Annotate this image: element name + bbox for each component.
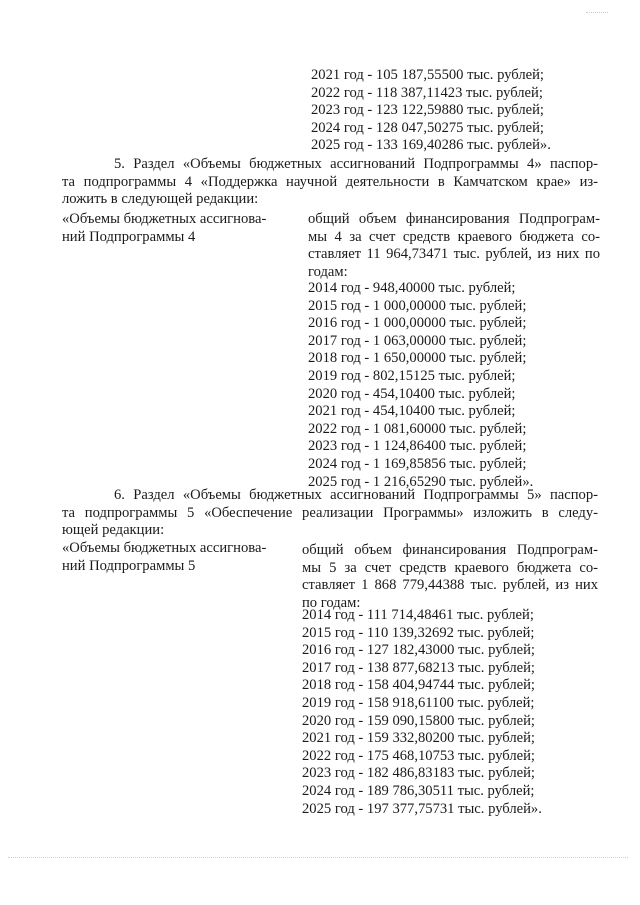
year-line: 2021 год - 454,10400 тыс. рублей;: [308, 403, 516, 420]
year-line: 2018 год - 1 650,00000 тыс. рублей;: [308, 350, 527, 367]
top-year-list: [311, 67, 551, 155]
summary-line: общий объем финансирования Подпрограм-: [308, 211, 600, 227]
year-line: 2025 год - 133 169,40286 тыс. рублей».: [311, 137, 551, 154]
summary-line: мы 5 за счет средств краевого бюджета со-: [302, 559, 598, 576]
year-line: 2017 год - 1 063,00000 тыс. рублей;: [308, 332, 527, 349]
year-line: 2022 год - 118 387,11423 тыс. рублей;: [311, 84, 543, 101]
year-line: 2022 год - 1 081,60000 тыс. рублей;: [308, 420, 527, 437]
scan-artifact-top: [586, 12, 608, 14]
year-line: 2021 год - 105 187,55500 тыс. рублей;: [311, 67, 544, 83]
year-line: 2020 год - 159 090,15800 тыс. рублей;: [302, 712, 535, 729]
summary-line: мы 4 за счет средств краевого бюджета со-: [308, 228, 600, 245]
section-6-label: [62, 540, 266, 575]
year-line: 2024 год - 128 047,50275 тыс. рублей;: [311, 119, 544, 136]
year-line: 2014 год - 111 714,48461 тыс. рублей;: [302, 607, 534, 623]
year-line: 2025 год - 1 216,65290 тыс. рублей».: [308, 473, 534, 490]
year-line: 2024 год - 189 786,30511 тыс. рублей;: [302, 782, 535, 799]
summary-line: ставляет 1 868 779,44388 тыс. рублей, из них: [302, 577, 598, 594]
year-line: 2024 год - 1 169,85856 тыс. рублей;: [308, 455, 527, 472]
year-line: 2018 год - 158 404,94744 тыс. рублей;: [302, 677, 535, 694]
paragraph-line: 5. Раздел «Объемы бюджетных ассигнований Подпрограммы 4» паспор-: [114, 156, 598, 172]
summary-line: общий объем финансирования Подпрограм-: [302, 542, 598, 558]
year-line: 2017 год - 138 877,68213 тыс. рублей;: [302, 659, 535, 676]
summary-line: по годам:: [302, 594, 361, 611]
year-line: 2020 год - 454,10400 тыс. рублей;: [308, 385, 516, 402]
label-line: ний Подпрограммы 5: [62, 557, 196, 574]
section-6-year-list: [302, 607, 542, 818]
paragraph-line: та подпрограммы 5 «Обеспечение реализации Программы» изложить в следу-: [62, 504, 598, 521]
section-5-year-list: [308, 280, 533, 491]
year-line: 2019 год - 158 918,61100 тыс. рублей;: [302, 694, 535, 711]
section-5-label: [62, 211, 266, 246]
year-line: 2021 год - 159 332,80200 тыс. рублей;: [302, 730, 535, 747]
year-line: 2019 год - 802,15125 тыс. рублей;: [308, 367, 516, 384]
year-line: 2023 год - 1 124,86400 тыс. рублей;: [308, 438, 527, 455]
year-line: 2023 год - 182 486,83183 тыс. рублей;: [302, 765, 535, 782]
paragraph-line: та подпрограммы 4 «Поддержка научной деятельности в Камчатском крае» из-: [62, 173, 598, 190]
summary-line: годам:: [308, 263, 348, 280]
summary-line: ставляет 11 964,73471 тыс. рублей, из них по: [308, 246, 600, 263]
section-5-paragraph: [62, 156, 598, 209]
section-6-paragraph: [62, 487, 598, 540]
label-line: «Объемы бюджетных ассигнова-: [62, 211, 267, 227]
section-5-summary: [308, 211, 600, 281]
label-line: ний Подпрограммы 4: [62, 228, 196, 245]
year-line: 2025 год - 197 377,75731 тыс. рублей».: [302, 800, 542, 817]
year-line: 2014 год - 948,40000 тыс. рублей;: [308, 280, 516, 296]
paragraph-line: 6. Раздел «Объемы бюджетных ассигнований Подпрограммы 5» паспор-: [114, 487, 598, 503]
year-line: 2015 год - 1 000,00000 тыс. рублей;: [308, 297, 527, 314]
section-6-summary: [302, 542, 598, 612]
year-line: 2023 год - 123 122,59880 тыс. рублей;: [311, 102, 544, 119]
year-line: 2022 год - 175 468,10753 тыс. рублей;: [302, 747, 535, 764]
paragraph-line: ложить в следующей редакции:: [62, 191, 259, 208]
paragraph-line: ющей редакции:: [62, 522, 165, 539]
year-line: 2016 год - 127 182,43000 тыс. рублей;: [302, 642, 535, 659]
year-line: 2016 год - 1 000,00000 тыс. рублей;: [308, 315, 527, 332]
scan-artifact-bottom: [8, 857, 628, 859]
label-line: «Объемы бюджетных ассигнова-: [62, 540, 267, 556]
year-line: 2015 год - 110 139,32692 тыс. рублей;: [302, 624, 535, 641]
